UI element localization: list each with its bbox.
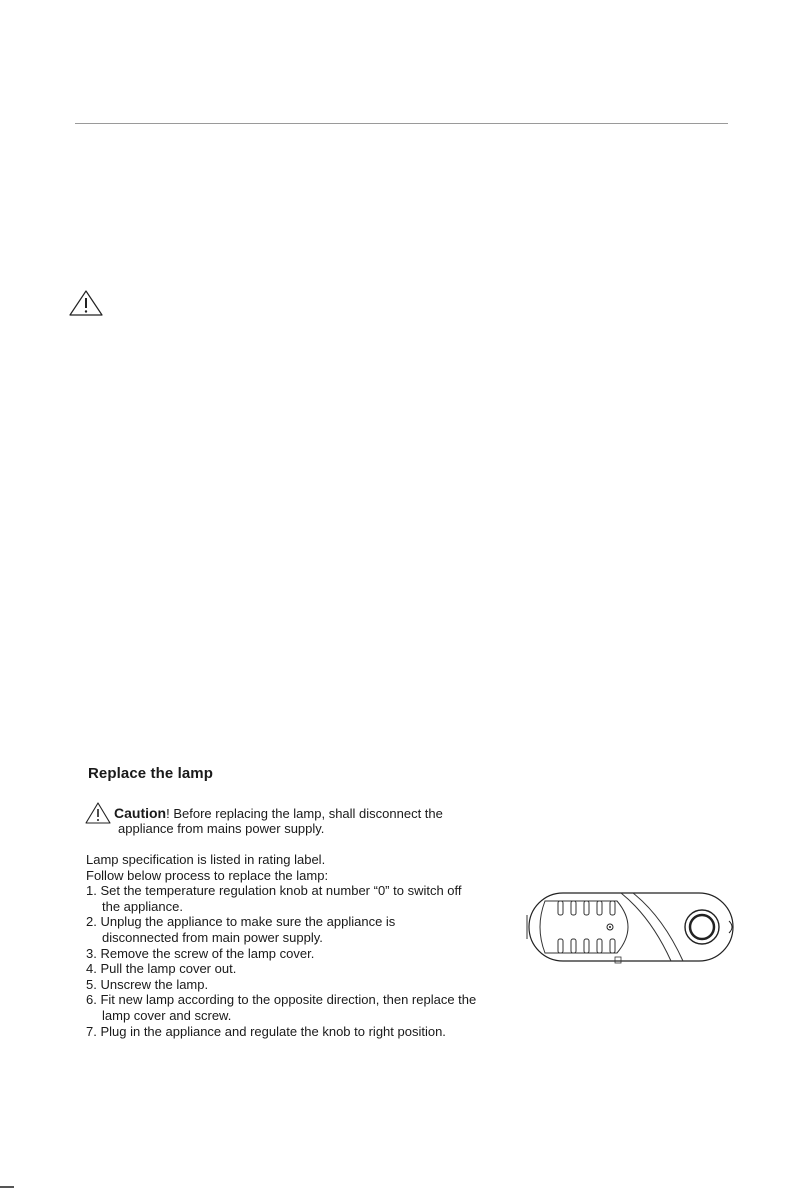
- page-edge-mark: [0, 1186, 14, 1188]
- step-5: 5. Unscrew the lamp.: [86, 976, 209, 992]
- step-4: 4. Pull the lamp cover out.: [86, 961, 237, 977]
- caution-label: Caution: [114, 805, 167, 821]
- step-1-cont: the appliance.: [102, 898, 183, 914]
- caution-text-rest: ! Before replacing the lamp, shall disconnect the: [166, 806, 443, 821]
- warning-triangle-icon: [69, 290, 103, 316]
- intro-line: Follow below process to replace the lamp:: [86, 867, 329, 883]
- header-rule: [75, 123, 728, 124]
- step-1: 1. Set the temperature regulation knob at number “0” to switch off: [86, 883, 462, 899]
- caution-text-line2: appliance from mains power supply.: [118, 821, 325, 836]
- step-2: 2. Unplug the appliance to make sure the appliance is: [86, 914, 396, 930]
- step-3: 3. Remove the screw of the lamp cover.: [86, 945, 315, 961]
- instructions: [86, 852, 516, 1039]
- step-2-cont: disconnected from main power supply.: [102, 929, 323, 945]
- caution-icon: [85, 802, 111, 824]
- lamp-cover-diagram: [521, 887, 741, 967]
- caution-text: [114, 805, 443, 821]
- step-6-cont: lamp cover and screw.: [102, 1007, 232, 1023]
- step-6: 6. Fit new lamp according to the opposite direction, then replace the: [86, 992, 477, 1008]
- section-title: Replace the lamp: [88, 765, 213, 782]
- intro-line: Lamp specification is listed in rating label.: [86, 852, 326, 867]
- step-7: 7. Plug in the appliance and regulate the knob to right position.: [86, 1023, 446, 1039]
